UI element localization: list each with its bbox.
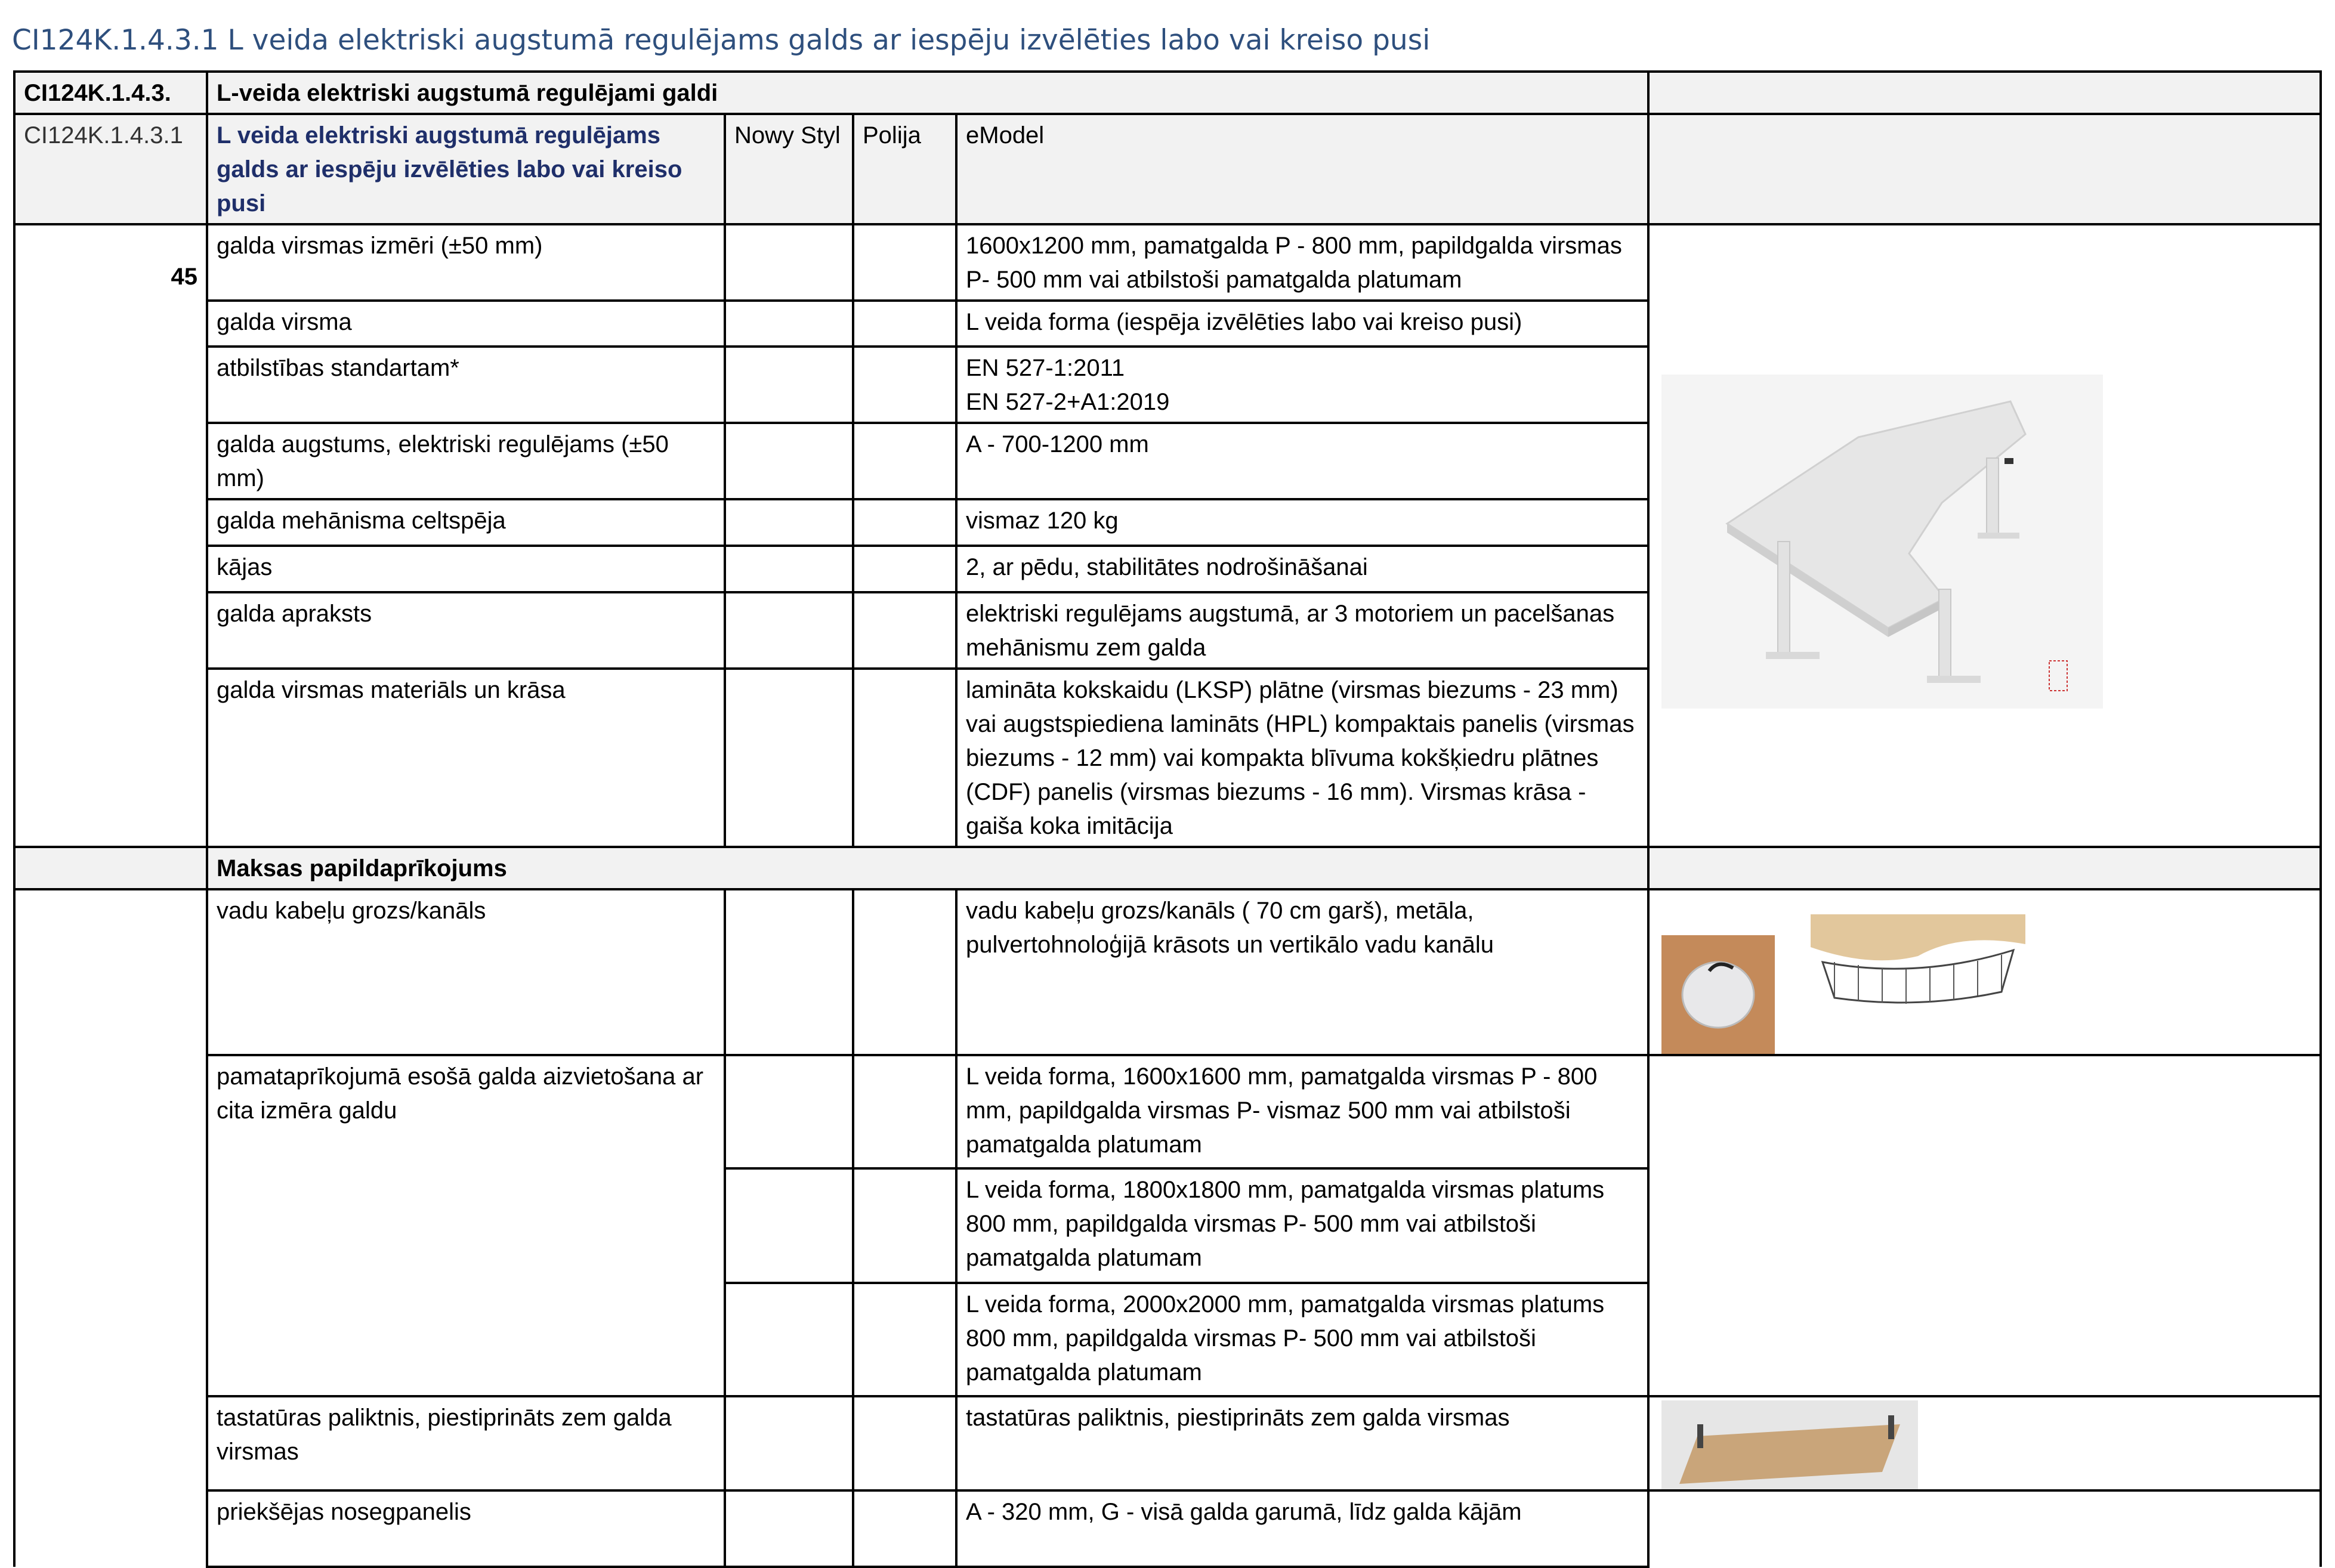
- extras-header-row: [14, 847, 2321, 889]
- extra-row-modesty: [14, 1490, 2321, 1567]
- item-col-a: Nowy Styl: [725, 114, 853, 224]
- spec-label: galda apraksts: [207, 592, 725, 669]
- cable-image-cell: [1648, 889, 2321, 1055]
- spec-value: L veida forma (iespēja izvēlēties labo vai kreiso pusi): [956, 301, 1648, 347]
- spec-row: [14, 224, 2321, 301]
- item-col-c: eModel: [956, 114, 1648, 224]
- group-code: CI124K.1.4.3.: [14, 72, 207, 114]
- group-name: L-veida elektriski augstumā regulējami galdi: [207, 72, 1648, 114]
- spec-value: A - 700-1200 mm: [956, 423, 1648, 499]
- cable-tray-image: [1811, 890, 2025, 1028]
- spec-value: EN 527-1:2011 EN 527-2+A1:2019: [956, 347, 1648, 423]
- spec-label: galda virsmas izmēri (±50 mm): [207, 224, 725, 301]
- grommet-image: [1661, 935, 1775, 1054]
- group-header-row: [14, 72, 2321, 114]
- spec-label: kājas: [207, 546, 725, 592]
- extra-label: priekšējas nosegpanelis: [207, 1490, 725, 1567]
- spec-label: galda virsma: [207, 301, 725, 347]
- spec-value: 2, ar pēdu, stabilitātes nodrošināšanai: [956, 546, 1648, 592]
- extra-value: vadu kabeļu grozs/kanāls ( 70 cm garš), metāla, pulvertohnoloģijā krāsots un vertikālo vadu kanālu: [956, 889, 1648, 1055]
- group-empty-cell: [1648, 72, 2321, 114]
- extra-label: pamataprīkojumā esošā galda aizvietošana ar cita izmēra galdu: [207, 1055, 725, 1396]
- spec-label: galda augstums, elektriski regulējams (±50 mm): [207, 423, 725, 499]
- row-number: 45: [14, 224, 207, 847]
- l-desk-image: [1661, 375, 2103, 709]
- item-col-b: Polija: [853, 114, 956, 224]
- extra-row-keyboard: [14, 1396, 2321, 1490]
- extra-value: L veida forma, 1800x1800 mm, pamatgalda virsmas platums 800 mm, papildgalda virsmas P- 500 mm vai atbilstoši pamatgalda platumam: [956, 1168, 1648, 1283]
- extra-value: tastatūras paliktnis, piestiprināts zem galda virsmas: [956, 1396, 1648, 1490]
- desk-image-cell: [1648, 224, 2321, 847]
- extra-value: L veida forma, 1600x1600 mm, pamatgalda virsmas P - 800 mm, papildgalda virsmas P- vismaz 500 mm vai atbilstoši pamatgalda platumam: [956, 1055, 1648, 1168]
- item-name: L veida elektriski augstumā regulējams galds ar iespēju izvēlēties labo vai kreiso pusi: [207, 114, 725, 224]
- extra-value: A - 320 mm, G - visā galda garumā, līdz galda kājām: [956, 1490, 1648, 1567]
- spec-label: atbilstības standartam*: [207, 347, 725, 423]
- spec-label: galda mehānisma celtspēja: [207, 499, 725, 546]
- spec-label: galda virsmas materiāls un krāsa: [207, 669, 725, 847]
- spec-value: elektriski regulējams augstumā, ar 3 motoriem un pacelšanas mehānismu zem galda: [956, 592, 1648, 669]
- extra-label: vadu kabeļu grozs/kanāls: [207, 889, 725, 1055]
- spec-value: vismaz 120 kg: [956, 499, 1648, 546]
- keyboard-image-cell: [1648, 1396, 2321, 1490]
- spec-table: [13, 70, 2322, 1568]
- extra-row-replace: [14, 1055, 2321, 1168]
- spec-value: lamināta kokskaidu (LKSP) plātne (virsmas biezums - 23 mm) vai augstspiediena lamināts (HPL) kompaktais panelis (virsmas biezums - 12 mm) vai kompakta blīvuma kokšķiedru plātnes (CDF) panelis (virsmas biezums - 16 mm). Virsmas krāsa - gaiša koka imitācija: [956, 669, 1648, 847]
- item-header-row: [14, 114, 2321, 224]
- keyboard-tray-image: [1661, 1400, 1918, 1490]
- extra-row-cable: [14, 889, 2321, 1055]
- item-code: CI124K.1.4.3.1: [14, 114, 207, 224]
- page-title: CI124K.1.4.3.1 L veida elektriski augstumā regulējams galds ar iespēju izvēlēties labo vai kreiso pusi: [12, 24, 1431, 57]
- extra-value: L veida forma, 2000x2000 mm, pamatgalda virsmas platums 800 mm, papildgalda virsmas P- 500 mm vai atbilstoši pamatgalda platumam: [956, 1283, 1648, 1396]
- extras-header: Maksas papildaprīkojums: [207, 847, 1648, 889]
- item-empty-cell: [1648, 114, 2321, 224]
- extra-label: tastatūras paliktnis, piestiprināts zem galda virsmas: [207, 1396, 725, 1490]
- spec-value: 1600x1200 mm, pamatgalda P - 800 mm, papildgalda virsmas P- 500 mm vai atbilstoši pamatgalda platumam: [956, 224, 1648, 301]
